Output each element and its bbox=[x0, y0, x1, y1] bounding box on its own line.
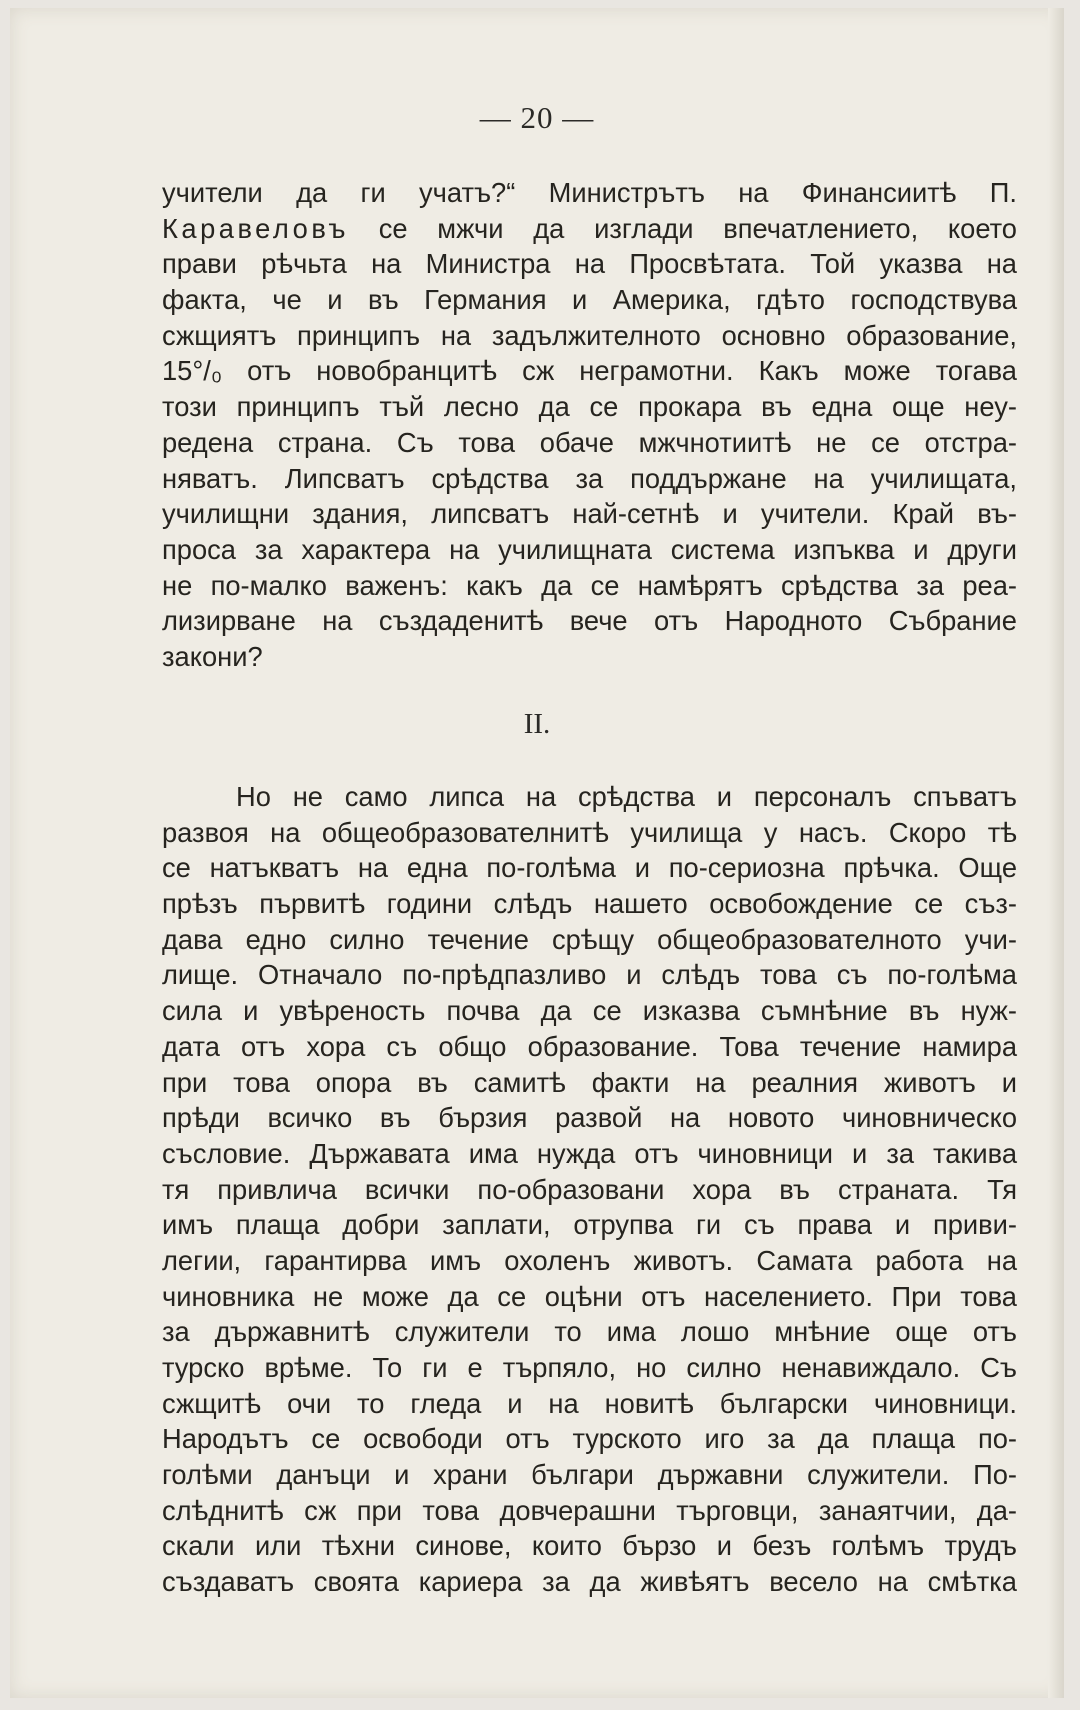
text-line: голѣми данъци и храни българи държавни служители. По- bbox=[162, 1459, 1017, 1491]
page-edge-shadow bbox=[1048, 8, 1064, 1698]
text-line: легии, гарантирва имъ охоленъ животъ. Самата работа на bbox=[162, 1244, 1017, 1276]
text-line-rest: се мжчи да изглади впечатлението, което bbox=[349, 212, 1017, 244]
text-line: дата отъ хора съ общо образование. Това течение намира bbox=[162, 1030, 1017, 1062]
text-line: няватъ. Липсватъ срѣдства за поддържане на училищата, bbox=[162, 462, 1017, 494]
book-page bbox=[10, 8, 1064, 1698]
text-line: имъ плаща добри заплати, отрупва ги съ права и приви- bbox=[162, 1209, 1017, 1241]
text-line: Народътъ се освободи отъ турското иго за да плаща по- bbox=[162, 1423, 1017, 1455]
text-line: не по-малко важенъ: какъ да се намѣрятъ срѣдства за реа- bbox=[162, 569, 1017, 601]
text-line: за държавнитѣ служители то има лошо мнѣние още отъ bbox=[162, 1316, 1017, 1348]
text-line: закони? bbox=[162, 640, 263, 672]
text-line: се натъкватъ на една по-голѣма и по-сериозна прѣчка. Още bbox=[162, 852, 1017, 884]
text-line: чиновника не може да се оцѣни отъ населението. При това bbox=[162, 1280, 1017, 1312]
text-line: 15°/₀ отъ новобранцитѣ сж неграмотни. Какъ може тогава bbox=[162, 355, 1017, 387]
text-line: слѣднитѣ сж при това довчерашни търговци, занаятчии, да- bbox=[162, 1494, 1017, 1526]
text-line: прѣди всичко въ бързия развой на новото чиновническо bbox=[162, 1102, 1017, 1134]
text-line: създаватъ своята кариера за да живѣятъ весело на смѣтка bbox=[162, 1566, 1017, 1598]
text-line: при това опора въ самитѣ факти на реалния животъ и bbox=[162, 1066, 1017, 1098]
text-line bbox=[162, 211, 1017, 247]
text-line: училищни здания, липсватъ най-сетнѣ и учители. Край въ- bbox=[162, 498, 1017, 530]
text-line: развоя на общеобразователнитѣ училища у насъ. Скоро тѣ bbox=[162, 816, 1017, 848]
text-line: сила и увѣреность почва да се изказва съмнѣние въ нуж- bbox=[162, 995, 1017, 1027]
text-line: тя привлича всички по-образовани хора въ страната. Тя bbox=[162, 1173, 1017, 1205]
text-line: учители да ги учатъ?“ Министрътъ на Финансиитѣ П. bbox=[162, 177, 1017, 208]
text-line: лище. Отначало по-прѣдпазливо и слѣдъ това съ по-голѣма bbox=[162, 959, 1017, 991]
text-line: редена страна. Съ това обаче мжчнотиитѣ не се отстра- bbox=[162, 426, 1017, 458]
text-line: този принципъ тъй лесно да се прокара въ една още неу- bbox=[162, 391, 1017, 423]
text-line: турско врѣме. То ги е търпяло, но силно ненавиждало. Съ bbox=[162, 1352, 1017, 1383]
text-line: съсловие. Държавата има нужда отъ чиновници и за такива bbox=[162, 1137, 1017, 1169]
text-line: лизирване на създаденитѣ вече отъ Народното Събрание bbox=[162, 605, 1017, 637]
text-line: проса за характера на училищната система изпъква и други bbox=[162, 533, 1017, 565]
text-line: сжщиятъ принципъ на задължителното основно образование, bbox=[162, 319, 1017, 351]
text-line: сжщитѣ очи то гледа и на новитѣ български чиновници. bbox=[162, 1387, 1017, 1419]
text-line: факта, че и въ Германия и Америка, гдѣто господствува bbox=[162, 284, 1017, 316]
paragraph-2 bbox=[162, 779, 1017, 1600]
text-line: прави рѣчьта на Министра на Просвѣтата. Той указва на bbox=[162, 248, 1017, 280]
page-number: — 20 — bbox=[479, 100, 595, 135]
text-line: Но не само липса на срѣдства и персоналъ спъватъ bbox=[236, 781, 1017, 812]
paragraph-1 bbox=[162, 175, 1017, 675]
section-heading: II. bbox=[523, 708, 551, 740]
text-line: скали или тѣхни синове, които бързо и безъ голѣмъ трудъ bbox=[162, 1530, 1017, 1562]
text-line: дава едно силно течение срѣщу общеобразователното учи- bbox=[162, 923, 1017, 955]
text-line: прѣзъ първитѣ години слѣдъ нашето освобождение се съз- bbox=[162, 888, 1017, 920]
spaced-surname: Каравеловъ bbox=[162, 212, 349, 244]
